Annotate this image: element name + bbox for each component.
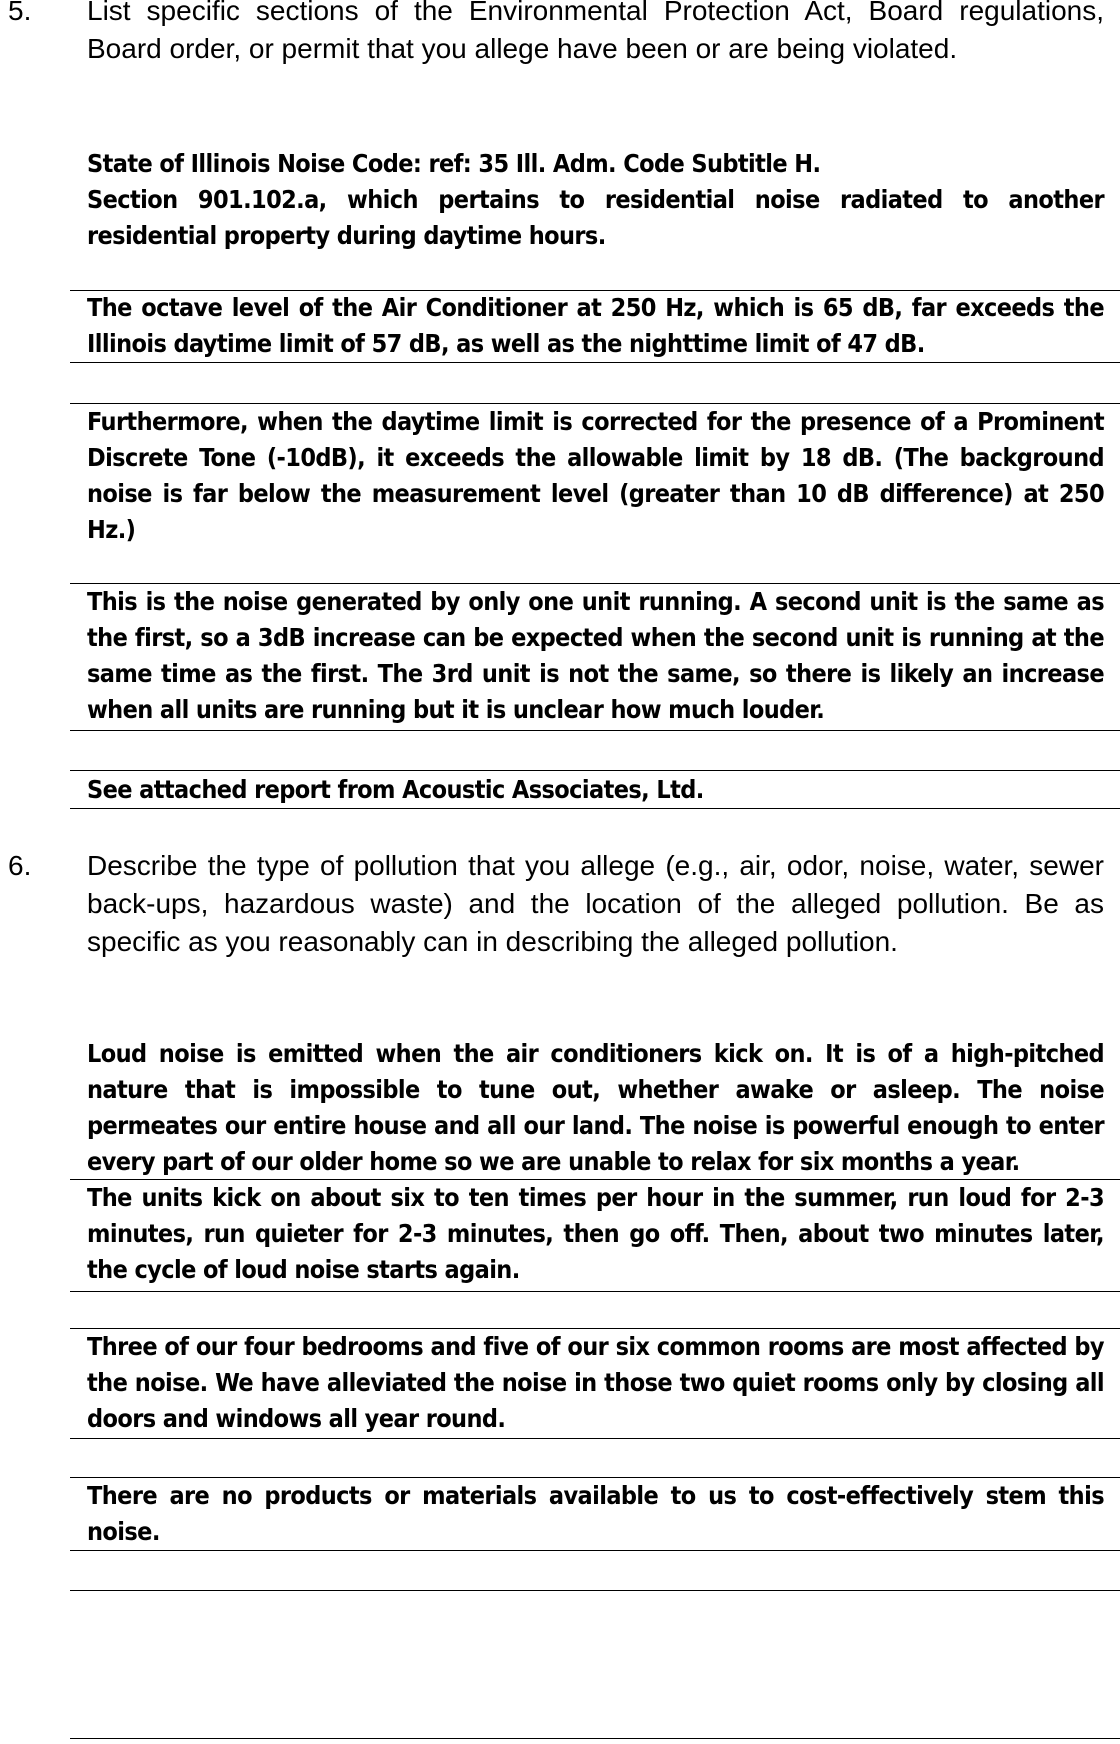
form-rule	[70, 808, 1120, 809]
answer-block	[87, 1478, 1104, 1550]
answer-block	[87, 1180, 1104, 1288]
answer-block	[87, 584, 1104, 728]
answer-block	[87, 146, 1104, 254]
answer-line: There are no products or materials available to us to cost-effectively stem this noise.	[87, 1481, 1104, 1546]
form-rule	[70, 1550, 1120, 1551]
form-rule	[70, 1291, 1120, 1292]
answer-line: See attached report from Acoustic Associates, Ltd.	[87, 775, 704, 804]
form-rule	[70, 1738, 1120, 1739]
answer-line: State of Illinois Noise Code: ref: 35 Ill. Adm. Code Subtitle H.	[87, 149, 821, 178]
answer-line: The units kick on about six to ten times per hour in the summer, run loud for 2-3 minutes, run quieter for 2-3 minutes, then go off. Then, about two minutes later, the cycle of loud noise starts again.	[87, 1183, 1104, 1284]
question-6	[0, 847, 1120, 961]
answer-line: The octave level of the Air Conditioner at 250 Hz, which is 65 dB, far exceeds the Illinois daytime limit of 57 dB, as well as the nighttime limit of 47 dB.	[87, 293, 1104, 358]
answer-line: Section 901.102.a, which pertains to residential noise radiated to another residential property during daytime hours.	[87, 185, 1104, 250]
answer-block	[87, 1329, 1104, 1437]
question-text: Describe the type of pollution that you allege (e.g., air, odor, noise, water, sewer back-ups, hazardous waste) and the location of the alleged pollution. Be as specific as you reasonably can in describing the alleged pollution.	[87, 850, 1104, 957]
answer-block	[87, 1036, 1104, 1180]
answer-line: Three of our four bedrooms and five of our six common rooms are most affected by the noise. We have alleviated the noise in those two quiet rooms only by closing all doors and windows all year round.	[87, 1332, 1104, 1433]
form-rule	[70, 362, 1120, 363]
answer-block	[87, 290, 1104, 362]
question-number: 6.	[8, 850, 32, 881]
form-rule	[70, 770, 1120, 771]
answer-line: This is the noise generated by only one unit running. A second unit is the same as the first, so a 3dB increase can be expected when the second unit is running at the same time as the first. The 3rd unit is not the same, so there is likely an increase when all units are running but it is unclear how much louder.	[87, 587, 1104, 724]
form-rule	[70, 1438, 1120, 1439]
answer-line: Loud noise is emitted when the air conditioners kick on. It is of a high-pitched nature that is impossible to tune out, whether awake or asleep. The noise permeates our entire house and all our land. The noise is powerful enough to enter every part of our older home so we are unable to relax for six months a year.	[87, 1039, 1104, 1176]
question-5	[0, 0, 1120, 68]
answer-block	[87, 404, 1104, 548]
question-number: 5.	[8, 0, 32, 26]
question-text: List specific sections of the Environmental Protection Act, Board regulations, Board order, or permit that you allege have been or are being violated.	[87, 0, 1104, 64]
answer-block	[87, 772, 1104, 808]
form-rule	[70, 730, 1120, 731]
form-rule	[70, 1590, 1120, 1591]
answer-line: Furthermore, when the daytime limit is corrected for the presence of a Prominent Discrete Tone (-10dB), it exceeds the allowable limit by 18 dB. (The background noise is far below the measurement level (greater than 10 dB difference) at 250 Hz.)	[87, 407, 1104, 544]
